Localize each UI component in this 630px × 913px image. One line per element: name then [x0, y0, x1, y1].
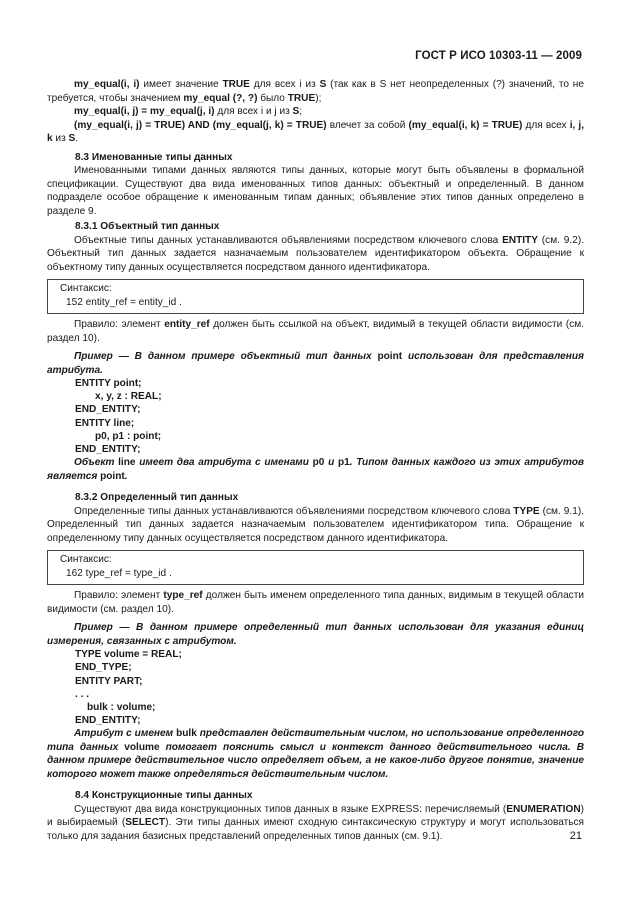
- paragraph-my-equal-reflexive: my_equal(i, i) имеет значение TRUE для всех i из S (так как в S нет неопределенных (?) значений, то не требуется, чтобы значением my_equal (?, ?) было TRUE);: [47, 79, 584, 104]
- paragraph-my-equal-transitive: (my_equal(i, j) = TRUE) AND (my_equal(j, k) = TRUE) влечет за собой (my_equal(i, k) = TRUE) для всех i, j, k из S.: [47, 119, 584, 144]
- page-content: [47, 78, 584, 843]
- section-8-3-2-heading: 8.3.2 Определенный тип данных: [75, 492, 239, 504]
- paragraph-my-equal-symmetric: my_equal(i, j) = my_equal(j, i) для всех i и j из S;: [74, 106, 303, 117]
- syntax-box-entity-ref: [47, 279, 584, 314]
- code-line: ENTITY point;: [75, 378, 142, 389]
- section-8-4-heading: 8.4 Конструкционные типы данных: [75, 790, 253, 802]
- code-line: END_ENTITY;: [75, 444, 141, 456]
- syntax-label: Синтаксис:: [60, 554, 112, 566]
- code-line: x, y, z : REAL;: [95, 391, 162, 403]
- code-line: TYPE volume = REAL;: [75, 649, 182, 661]
- example-type: Пример — В данном примере определенный тип данных использован для указания единиц измерения, связанных с атрибутом.: [47, 622, 584, 647]
- section-8-3-2-text: Определенные типы данных устанавливаются объявлениями посредством ключевого слова TYPE (см. 9.1). Определенный тип данных задается назначаемым пользователем идентификатором типа. Обращение к определенному типу данных осуществляется посредством данного идентификатора.: [47, 505, 584, 544]
- section-8-3-text: Именованными типами данных являются типы данных, которые могут быть объявлены в формальной спецификации. Существуют два вида именованных типов данных: объектный и определенный. В данном подразделе особое обращение к именованным типам данных; объявление этих типов данных определено в разделе 9.: [47, 165, 584, 217]
- code-line: END_TYPE;: [75, 662, 132, 674]
- code-line: . . .: [75, 688, 90, 700]
- code-line: ENTITY PART;: [75, 675, 143, 687]
- example-entity-note: Объект line имеет два атрибута с именами p0 и p1. Типом данных каждого из этих атрибутов является point.: [47, 457, 584, 482]
- example-entity: Пример — В данном примере объектный тип данных point использован для представления атрибута.: [47, 351, 584, 376]
- code-line: p0, p1 : point;: [95, 430, 162, 442]
- code-line: ENTITY line;: [75, 417, 135, 429]
- section-8-4-text: Существуют два вида конструкционных типов данных в языке EXPRESS: перечисляемый (ENUMERATION) и выбираемый (SELECT). Эти типы данных имеют сходную синтаксическую структуру и могут использоваться только для задания базисных представлений определенных типов данных (см. 9.1).: [47, 803, 584, 842]
- page-number: 21: [569, 830, 582, 842]
- rule-type-ref: Правило: элемент type_ref должен быть именем определенного типа данных, видимым в текущей области видимости (см. раздел 10).: [47, 590, 584, 615]
- rule-entity-ref: Правило: элемент entity_ref должен быть ссылкой на объект, видимый в текущей области видимости (см. раздел 10).: [47, 319, 584, 344]
- section-8-3-1-heading: 8.3.1 Объектный тип данных: [75, 221, 220, 232]
- syntax-box-type-ref: [47, 550, 584, 585]
- section-8-3-heading: 8.3 Именованные типы данных: [75, 151, 233, 163]
- section-8-3-1-text: Объектные типы данных устанавливаются объявлениями посредством ключевого слова ENTITY (см. 9.2). Объектный тип данных задается назначаемым пользователем идентификатором объекта. Обращение к объектному типу данных осуществляется посредством данного идентификатора.: [47, 234, 585, 273]
- syntax-label: Синтаксис:: [60, 283, 112, 294]
- code-line: END_ENTITY;: [75, 404, 141, 416]
- code-line: bulk : volume;: [87, 702, 156, 714]
- syntax-rule: 162 type_ref = type_id .: [66, 568, 172, 580]
- code-line: END_ENTITY;: [75, 715, 141, 727]
- example-type-note: Атрибут с именем bulk представлен действительным числом, но использование определенного типа данных volume помогает пояснить смысл и контекст данного действительного числа. В данном примере действительное число определяет объем, а не какое-либо другое понятие, значение которого может также определяться действительным числом.: [47, 728, 584, 780]
- syntax-rule: 152 entity_ref = entity_id .: [66, 297, 182, 308]
- document-id-header: ГОСТ Р ИСО 10303-11 — 2009: [415, 50, 582, 62]
